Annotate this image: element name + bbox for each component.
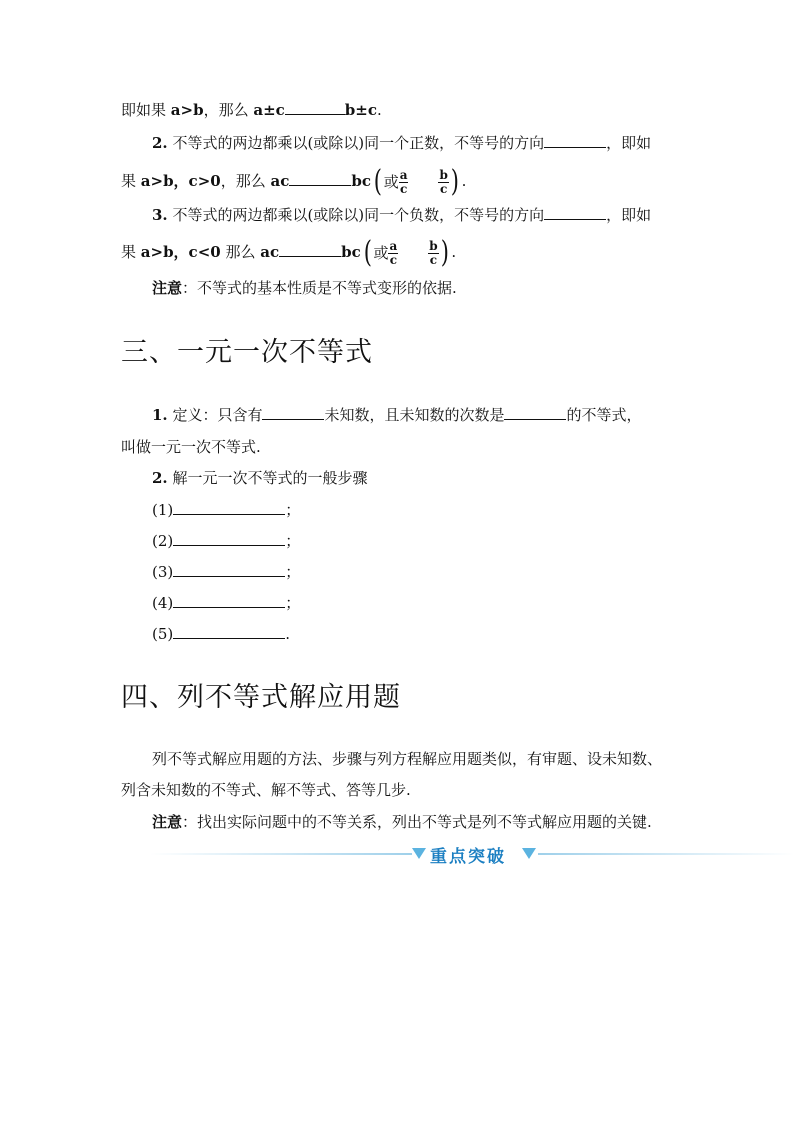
step-item bbox=[152, 531, 300, 551]
text: ； bbox=[285, 532, 301, 550]
fill-blank[interactable] bbox=[173, 562, 285, 577]
section-banner bbox=[150, 843, 794, 865]
note-text: ：不等式的基本性质是不等式变形的依据. bbox=[182, 279, 457, 297]
fill-blank[interactable] bbox=[504, 405, 566, 420]
text: ，即如 bbox=[606, 134, 652, 152]
text: ，即如 bbox=[606, 206, 652, 224]
step-item bbox=[152, 593, 300, 613]
fraction bbox=[399, 169, 409, 196]
item-number: 2. bbox=[152, 134, 168, 152]
fill-blank[interactable] bbox=[173, 593, 285, 608]
note-line bbox=[152, 278, 457, 298]
text: 即如果 bbox=[121, 101, 171, 119]
math-text: ac bbox=[260, 243, 280, 261]
text: . bbox=[376, 101, 382, 119]
text-line bbox=[152, 205, 651, 225]
text-line bbox=[152, 468, 367, 488]
text: 或 bbox=[373, 244, 389, 262]
text: ，那么 bbox=[220, 172, 271, 190]
step-item bbox=[152, 562, 300, 582]
fill-blank[interactable] bbox=[289, 171, 351, 186]
numerator: a bbox=[399, 167, 408, 182]
fraction bbox=[428, 240, 438, 267]
text: ； bbox=[285, 594, 301, 612]
triangle-icon bbox=[412, 848, 426, 859]
text: 果 bbox=[121, 172, 141, 190]
text: ； bbox=[285, 501, 301, 519]
text: 果 bbox=[121, 243, 141, 261]
text: 未知数，且未知数的次数是 bbox=[324, 406, 505, 424]
math-text: b±c bbox=[344, 101, 377, 119]
text: 的不等式， bbox=[566, 406, 642, 424]
fill-blank[interactable] bbox=[173, 531, 285, 546]
numerator: b bbox=[439, 167, 448, 182]
step-item bbox=[152, 624, 290, 644]
text: . bbox=[451, 243, 457, 261]
paren-open: ( bbox=[373, 164, 382, 199]
item-number: 2. bbox=[152, 469, 168, 487]
section-heading: 三、一元一次不等式 bbox=[121, 337, 373, 368]
math-text: a±c bbox=[253, 101, 285, 119]
step-label: (3) bbox=[152, 563, 174, 581]
step-item bbox=[152, 500, 300, 520]
denominator: c bbox=[429, 252, 438, 267]
text-line bbox=[152, 405, 641, 425]
step-label: (1) bbox=[152, 501, 174, 519]
denominator: c bbox=[440, 181, 448, 196]
text: ； bbox=[285, 563, 301, 581]
text: 那么 bbox=[220, 243, 261, 261]
fill-blank[interactable] bbox=[544, 205, 606, 220]
section-heading: 四、列不等式解应用题 bbox=[121, 682, 401, 713]
note-text: ：找出实际问题中的不等关系，列出不等式是列不等式解应用题的关键. bbox=[182, 813, 652, 831]
triangle-icon bbox=[522, 848, 536, 859]
fraction-group bbox=[362, 235, 451, 270]
text-line bbox=[152, 133, 651, 153]
step-label: (4) bbox=[152, 594, 174, 612]
text: 解一元一次不等式的一般步骤 bbox=[167, 469, 368, 487]
text: . bbox=[461, 172, 467, 190]
numerator: a bbox=[389, 238, 398, 253]
text-line: 列含未知数的不等式、解不等式、答等几步. bbox=[121, 781, 411, 799]
banner-rule-left bbox=[150, 853, 412, 855]
note-label: 注意 bbox=[152, 813, 183, 831]
text: 定义：只含有 bbox=[167, 406, 263, 424]
text-line: 列不等式解应用题的方法、步骤与列方程解应用题类似，有审题、设未知数、 bbox=[152, 750, 663, 768]
math-text: bc bbox=[341, 243, 361, 261]
denominator: c bbox=[399, 181, 408, 196]
fill-blank[interactable] bbox=[262, 405, 324, 420]
fraction bbox=[438, 169, 448, 196]
math-text: a>b，c>0 bbox=[140, 172, 221, 190]
fill-blank[interactable] bbox=[285, 100, 345, 115]
fraction bbox=[388, 240, 398, 267]
math-text: a>b bbox=[170, 101, 204, 119]
fill-blank[interactable] bbox=[173, 500, 285, 515]
fill-blank[interactable] bbox=[279, 242, 341, 257]
text: 不等式的两边都乘以(或除以)同一个负数，不等号的方向 bbox=[167, 206, 545, 224]
math-text: ac bbox=[270, 172, 290, 190]
text: 或 bbox=[383, 173, 399, 191]
math-text: bc bbox=[351, 172, 371, 190]
fill-blank[interactable] bbox=[173, 624, 285, 639]
paren-close: ) bbox=[440, 235, 449, 270]
item-number: 3. bbox=[152, 206, 168, 224]
banner-title: 重点突破 bbox=[430, 847, 506, 867]
paren-open: ( bbox=[363, 235, 372, 270]
fill-blank[interactable] bbox=[544, 133, 606, 148]
paren-close: ) bbox=[450, 164, 459, 199]
text-line bbox=[121, 166, 466, 197]
denominator: c bbox=[389, 252, 398, 267]
note-line bbox=[152, 812, 652, 832]
text-line bbox=[121, 237, 456, 268]
fraction-group bbox=[372, 164, 461, 199]
note-label: 注意 bbox=[152, 279, 183, 297]
numerator: b bbox=[429, 238, 438, 253]
math-text: a>b，c<0 bbox=[140, 243, 221, 261]
text: 不等式的两边都乘以(或除以)同一个正数，不等号的方向 bbox=[167, 134, 545, 152]
text-line bbox=[121, 100, 382, 120]
item-number: 1. bbox=[152, 406, 168, 424]
text: . bbox=[285, 625, 291, 643]
text-line: 叫做一元一次不等式. bbox=[121, 438, 261, 456]
banner-rule-right bbox=[538, 853, 794, 855]
step-label: (5) bbox=[152, 625, 174, 643]
step-label: (2) bbox=[152, 532, 174, 550]
text: ，那么 bbox=[203, 101, 254, 119]
